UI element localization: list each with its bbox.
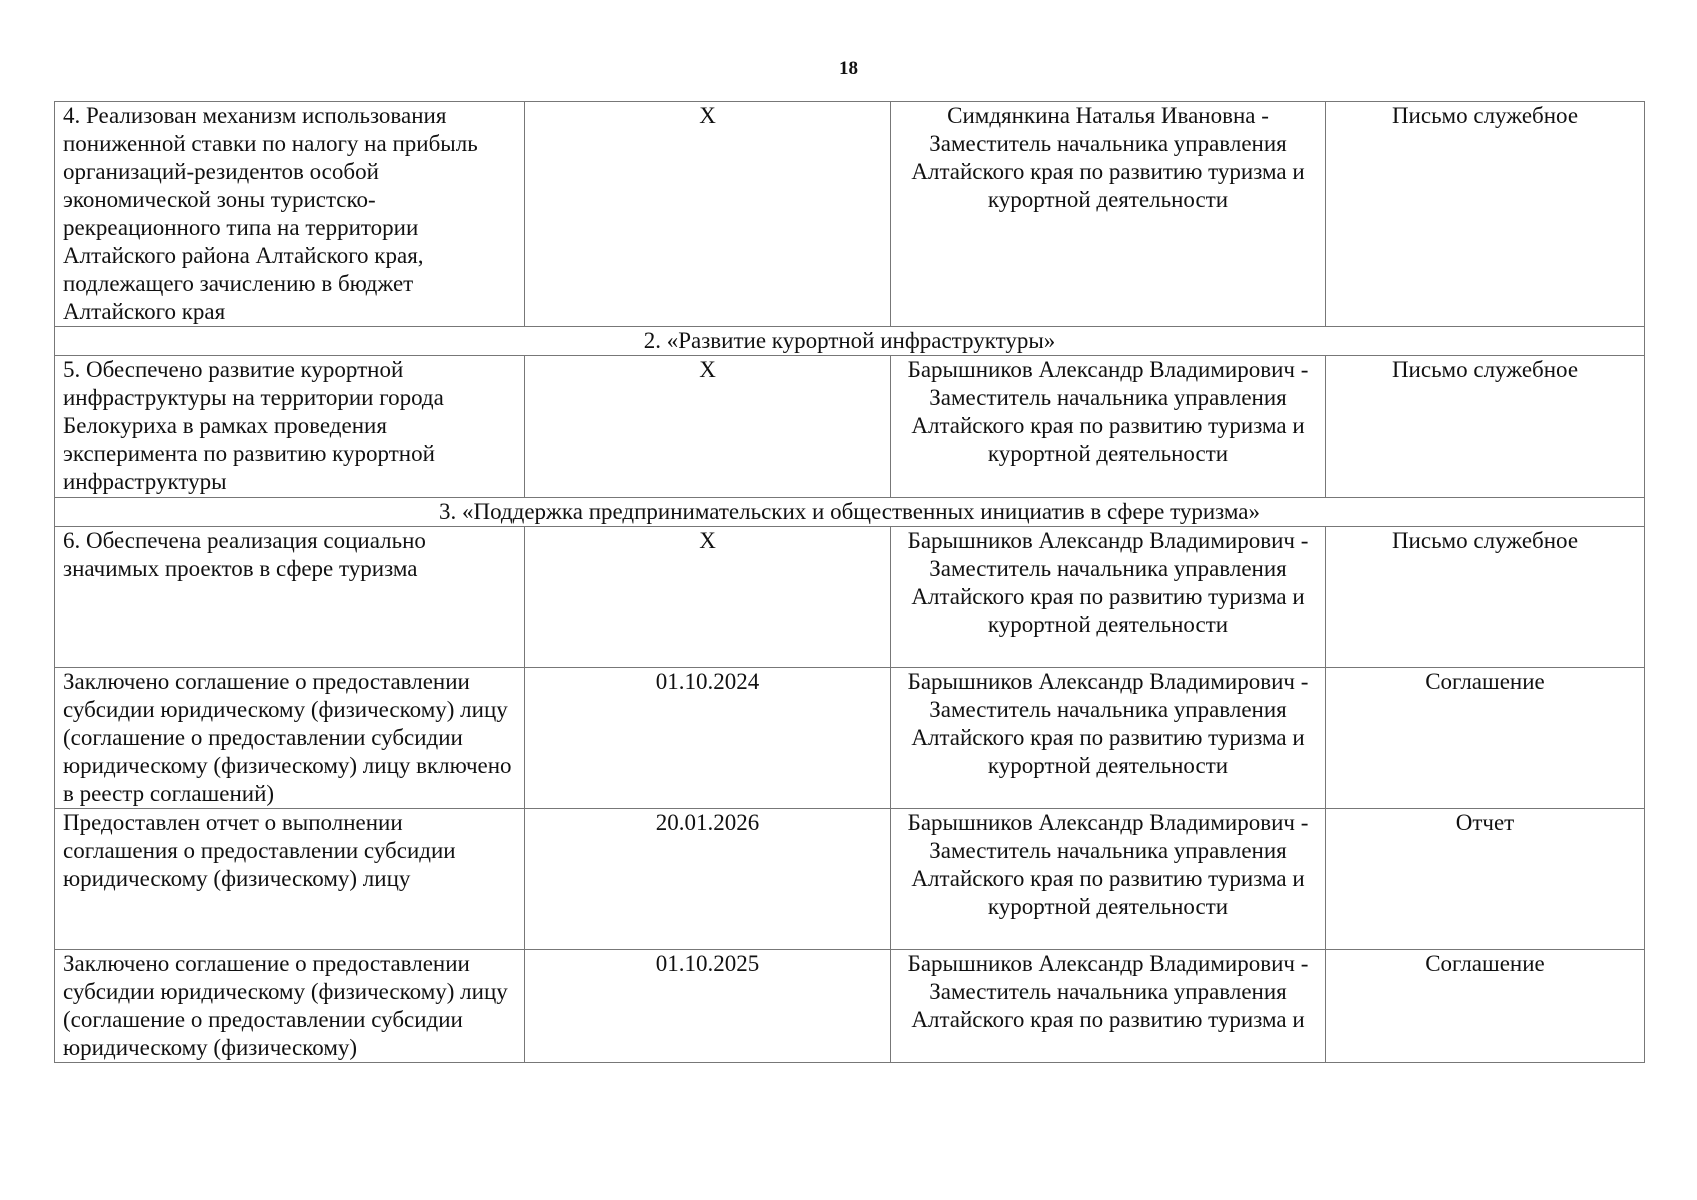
section-title: 3. «Поддержка предпринимательских и общественных инициатив в сфере туризма» (55, 498, 1645, 527)
table-row (55, 356, 1645, 498)
document-cell: Письмо служебное (1326, 527, 1645, 668)
event-cell: Заключено соглашение о предоставлении субсидии юридическому (физическому) лицу (соглашение о предоставлении субсидии юридическому (физическому) (55, 950, 525, 1063)
event-cell: 6. Обеспечена реализация социально значимых проектов в сфере туризма (55, 527, 525, 668)
table-row (55, 102, 1645, 327)
date-cell: 20.01.2026 (525, 809, 891, 950)
event-cell: Заключено соглашение о предоставлении субсидии юридическому (физическому) лицу (соглашение о предоставлении субсидии юридическому (физическому) лицу включено в реестр соглашений) (55, 668, 525, 809)
date-cell: X (525, 356, 891, 498)
responsible-cell: Барышников Александр Владимирович - Заместитель начальника управления Алтайского края по развитию туризма и курортной деятельности (891, 527, 1326, 668)
date-cell: 01.10.2024 (525, 668, 891, 809)
date-cell: X (525, 102, 891, 327)
table-row (55, 809, 1645, 950)
responsible-cell: Барышников Александр Владимирович - Заместитель начальника управления Алтайского края по развитию туризма и (891, 950, 1326, 1063)
section-row (55, 327, 1645, 356)
document-cell: Соглашение (1326, 668, 1645, 809)
table-row (55, 527, 1645, 668)
document-cell: Отчет (1326, 809, 1645, 950)
responsible-cell: Барышников Александр Владимирович - Заместитель начальника управления Алтайского края по развитию туризма и курортной деятельности (891, 668, 1326, 809)
responsible-cell: Симдянкина Наталья Ивановна - Заместитель начальника управления Алтайского края по развитию туризма и курортной деятельности (891, 102, 1326, 327)
table-row (55, 950, 1645, 1063)
section-title: 2. «Развитие курортной инфраструктуры» (55, 327, 1645, 356)
document-cell: Соглашение (1326, 950, 1645, 1063)
event-cell: 4. Реализован механизм использования пониженной ставки по налогу на прибыль организаций-резидентов особой экономической зоны туристско-рекреационного типа на территории Алтайского района Алтайского края, подлежащего зачислению в бюджет Алтайского края (55, 102, 525, 327)
document-cell: Письмо служебное (1326, 102, 1645, 327)
event-cell: 5. Обеспечено развитие курортной инфраструктуры на территории города Белокуриха в рамках проведения эксперимента по развитию курортной инфраструктуры (55, 356, 525, 498)
date-cell: X (525, 527, 891, 668)
event-cell: Предоставлен отчет о выполнении соглашения о предоставлении субсидии юридическому (физическому) лицу (55, 809, 525, 950)
responsible-cell: Барышников Александр Владимирович - Заместитель начальника управления Алтайского края по развитию туризма и курортной деятельности (891, 356, 1326, 498)
table-row (55, 668, 1645, 809)
plan-table (54, 101, 1645, 1063)
responsible-cell: Барышников Александр Владимирович - Заместитель начальника управления Алтайского края по развитию туризма и курортной деятельности (891, 809, 1326, 950)
document-cell: Письмо служебное (1326, 356, 1645, 498)
date-cell: 01.10.2025 (525, 950, 891, 1063)
page-number: 18 (839, 58, 858, 79)
section-row (55, 498, 1645, 527)
